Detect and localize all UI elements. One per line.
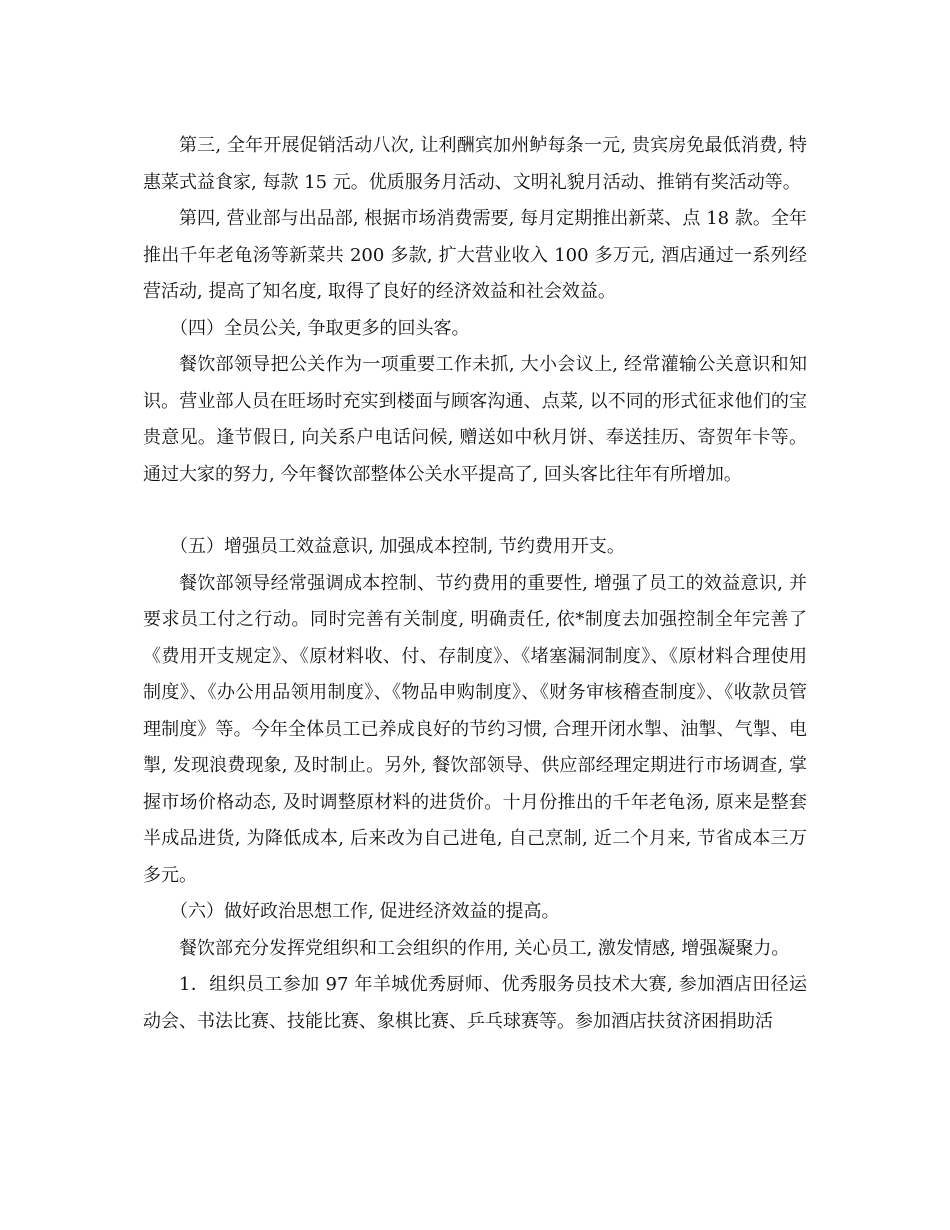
section-heading-cost-control: （五）增强员工效益意识, 加强成本控制, 节约费用开支。 xyxy=(170,536,625,557)
document-body xyxy=(143,128,807,1040)
paragraph-cost-control: 餐饮部领导经常强调成本控制、节约费用的重要性, 增强了员工的效益意识, 并要求员工付之行动。同时完善有关制度, 明确责任, 依*制度去加强控制全年完善了《费用开支规定》、《原材料收、付、存制度》、《堵塞漏洞制度》、《原材料合理使用制度》、《办公用品领用制度》、《物品申购制度》、《财务审核稽查制度》、《收款员管理制度》等。今年全体员工已养成良好的节约习惯, 合理开闭水掣、油掣、气掣、电掣, 发现浪费现象, 及时制止。另外, 餐饮部领导、供应部经理定期进行市场调查, 掌握市场价格动态, 及时调整原材料的进货价。十月份推出的千年老龟汤, 原来是整套半成品进货, 为降低成本, 后来改为自己进龟, 自己烹制, 近二个月来, 节省成本三万多元。 xyxy=(143,572,807,886)
paragraph-public-relations: 餐饮部领导把公关作为一项重要工作未抓, 大小会议上, 经常灌输公关意识和知识。营业部人员在旺场时充实到楼面与顾客沟通、点菜, 以不同的形式征求他们的宝贵意见。逢节假日, 向关系户电话问候, 赠送如中秋月饼、奉送挂历、寄贺年卡等。通过大家的努力, 今年餐饮部整体公关水平提高了, 回头客比往年有所增加。 xyxy=(143,354,807,485)
paragraph-new-dishes: 第四, 营业部与出品部, 根据市场消费需要, 每月定期推出新菜、点 18 款。全年推出千年老龟汤等新菜共 200 多款, 扩大营业收入 100 多万元, 酒店通过一系列经营活动, 提高了知名度, 取得了良好的经济效益和社会效益。 xyxy=(143,208,807,302)
section-heading-public-relations: （四）全员公关, 争取更多的回头客。 xyxy=(170,317,470,339)
paragraph-promotions: 第三, 全年开展促销活动八次, 让利酬宾加州鲈每条一元, 贵宾房免最低消费, 特惠菜式益食家, 每款 15 元。优质服务月活动、文明礼貌月活动、推销有奖活动等。 xyxy=(143,135,807,193)
paragraph-political-work: 餐饮部充分发挥党组织和工会组织的作用, 关心员工, 激发情感, 增强凝聚力。 xyxy=(179,937,790,959)
section-heading-political-work: （六）做好政治思想工作, 促进经济效益的提高。 xyxy=(170,901,560,922)
list-item-staff-activities: 1．组织员工参加 97 年羊城优秀厨师、优秀服务员技术大赛, 参加酒店田径运动会、书法比赛、技能比赛、象棋比赛、乒乓球赛等。参加酒店扶贫济困捐助活 xyxy=(143,974,807,1032)
